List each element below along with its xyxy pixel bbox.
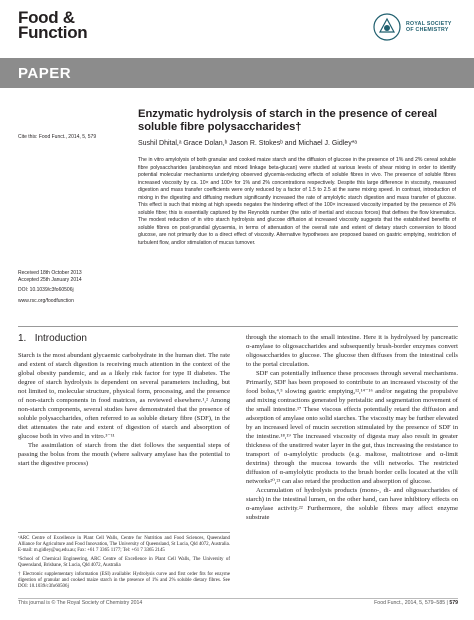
section-title: Introduction — [34, 333, 87, 344]
publisher-name — [406, 21, 452, 33]
journal-title — [18, 10, 87, 40]
right-column — [246, 333, 458, 522]
rsc-emblem-icon — [372, 12, 402, 42]
doi: DOI: 10.1039/c3fo60506j — [18, 287, 74, 294]
footnote-esi: † Electronic supplementary information (ESI) available: Hydrolysis curve and first order fits for enzyme digestion of granular and cooked maize starch in the presence of 1% and 2% soluble dietary fibres. See DOI: 10.1039/c3fo60506j — [18, 572, 230, 589]
publisher-logo — [372, 12, 462, 46]
citation: Cite this: Food Funct., 2014, 5, 579 — [18, 134, 97, 140]
abstract-divider — [18, 326, 458, 327]
article-title: Enzymatic hydrolysis of starch in the presence of cereal soluble fibre polysaccharides† — [138, 108, 438, 133]
body-paragraph: Accumulation of hydrolysis products (mono-, di- and oligosaccharides of starch) in the intestinal lumen, on the other hand, can have inhibitory effects on α-amylase activity.²² Furthermore, the soluble fibres may affect enzyme substrate — [246, 487, 458, 521]
page-number: 579 — [449, 600, 458, 606]
article-type-label: PAPER — [18, 65, 72, 82]
publisher-line1: ROYAL SOCIETY — [406, 21, 452, 27]
copyright-footer: This journal is © The Royal Society of Chemistry 2014 — [18, 600, 143, 606]
author-list: Sushil Dhital,ᵃ Grace Dolan,ᵇ Jason R. Stokesᵇ and Michael J. Gidley*ᵃ — [138, 140, 358, 147]
left-column — [18, 333, 230, 468]
section-number: 1. — [18, 333, 27, 344]
abstract: The in vitro amylolysis of both granular and cooked maize starch and the diffusion of glucose in the presence of 1% and 2% cereal soluble fibre polysaccharides (arabinoxylan and mixed linkage beta-glucan) were studied at various levels of shear mixing in order to identify potential molecular mechanisms underlying observed glycemia-reducing effects of soluble fibres in vivo. The presence of soluble fibres increased viscosity by ca. 10× and 100× for 1% and 2% concentrations respectively. Despite this large difference in viscosity, measured digestion and mass transfer coefficients were only reduced by a factor of 1.5 to 2.5 at the same mixing speed. In contrast, introduction of mixing in the digesting and diffusing medium significantly increased the rate of amylolytic starch digestion and mass transfer of glucose. This effect is such that mixing at high speeds negates the hindering effect of the 100× increased viscosity imparted by the presence of 2% soluble fibre; this is essentially captured by the Reynolds number (the ratio of inertial and viscous forces) that defines the flow kinematics. The modest reduction of in vitro starch hydrolysis and glucose diffusion at increased viscosity suggests that the established benefits of soluble fibres on post-prandial glycaemia, in terms of attenuation of the overall rate and extent of dietary starch conversion to blood glucose, are not primarily due to a direct effect of viscosity. Alternative hypotheses are proposed based on gastric emptying, restriction of turbulent flow, and/or stimulation of mucus turnover. — [138, 157, 456, 247]
received-date: Received 18th October 2013 — [18, 270, 82, 276]
section-heading — [18, 333, 230, 345]
footnote-affiliation-b: ᵇSchool of Chemical Engineering, ARC Centre of Excellence in Plant Cell Walls, The University of Queensland, Brisbane, St Lucia, Qld 4072, Australia — [18, 557, 230, 568]
footnotes — [18, 532, 230, 593]
article-metadata — [18, 270, 128, 308]
journal-url[interactable]: www.rsc.org/foodfunction — [18, 297, 74, 304]
body-paragraph: through the stomach to the small intestine. Here it is hydrolysed by pancreatic α-amylase to oligosaccharides and subsequently brush-border enzymes convert oligosaccharides to glucose. The glucose then diffuses from the intestinal cells to the portal circulation. — [246, 334, 458, 368]
footnote-affiliation-a: ᵃARC Centre of Excellence in Plant Cell Walls, Centre for Nutrition and Food Sciences, Queensland Alliance for Agriculture and Food Innovation, The University of Queensland, St Lucia, Qld 4072, Australia. E-mail: m.gidley@uq.edu.au; Fax: +61 7 3365 1177; Tel: +61 7 3365 2145 — [18, 536, 230, 553]
journal-title-line2: Function — [18, 23, 88, 42]
article-type-bar — [0, 58, 474, 88]
publisher-line2: OF CHEMISTRY — [406, 27, 449, 33]
body-paragraph: SDF can potentially influence these processes through several mechanisms. Primarily, SDF has been proposed to contribute to an increased viscosity of the food bolus,⁴,⁵ slowing gastric emptying,¹²,¹⁴⁻¹⁶ and/or negating the propulsive and mixing contractions generated by peristaltic and segmentation movement of the small intestine.¹⁷ These viscous effects potentially retard the diffusion and adsorption of amylase onto solid starches. The viscosity may be further elevated by an increased level of mucin secretion stimulated by the presence of SDF in the intestine.¹⁸,¹⁹ The increased viscosity of digesta may also result in greater thickness of the unstirred water layer in the gut, thus increasing the resistance to transport of α-amylolytic products (e.g. maltose, maltotriose and α-limit dextrins) through the mucosa towards the villi networks. The restricted diffusion of α-amylolytic products to the brush border cells located at the villi networks²⁰,²¹ can also retard the production and absorption of glucose. — [246, 370, 458, 485]
body-paragraph: Starch is the most abundant glycaemic carbohydrate in the human diet. The rate and extent of starch digestion is receiving much attention in the context of the global obesity pandemic, and as a likely risk factor for type II diabetes. The degree of starch hydrolysis is dependent on several parameters including, but not limited to, molecular structure, physical form, processing, and the presence of non-starch components in food matrices, as reviewed elsewhere.¹,² Among non-starch components, several studies have demonstrated that the presence of soluble polysaccharides, often referred to as soluble dietary fibre (SDF), in the diet attenuates the rate and extent of digestion of starch and absorption of glucose both in vivo and in vitro.³⁻¹¹ — [18, 352, 230, 440]
page-footer — [345, 600, 458, 606]
body-paragraph: The assimilation of starch from the diet follows the sequential steps of passing the bolus from the mouth (where salivary amylase has the potential to start the digestive process) — [18, 442, 230, 467]
accepted-date: Accepted 25th January 2014 — [18, 276, 82, 283]
footer-citation: Food Funct., 2014, 5, 579–585 | — [374, 600, 448, 606]
journal-title-line1: Food & — [18, 8, 75, 27]
footer-divider — [18, 598, 458, 599]
